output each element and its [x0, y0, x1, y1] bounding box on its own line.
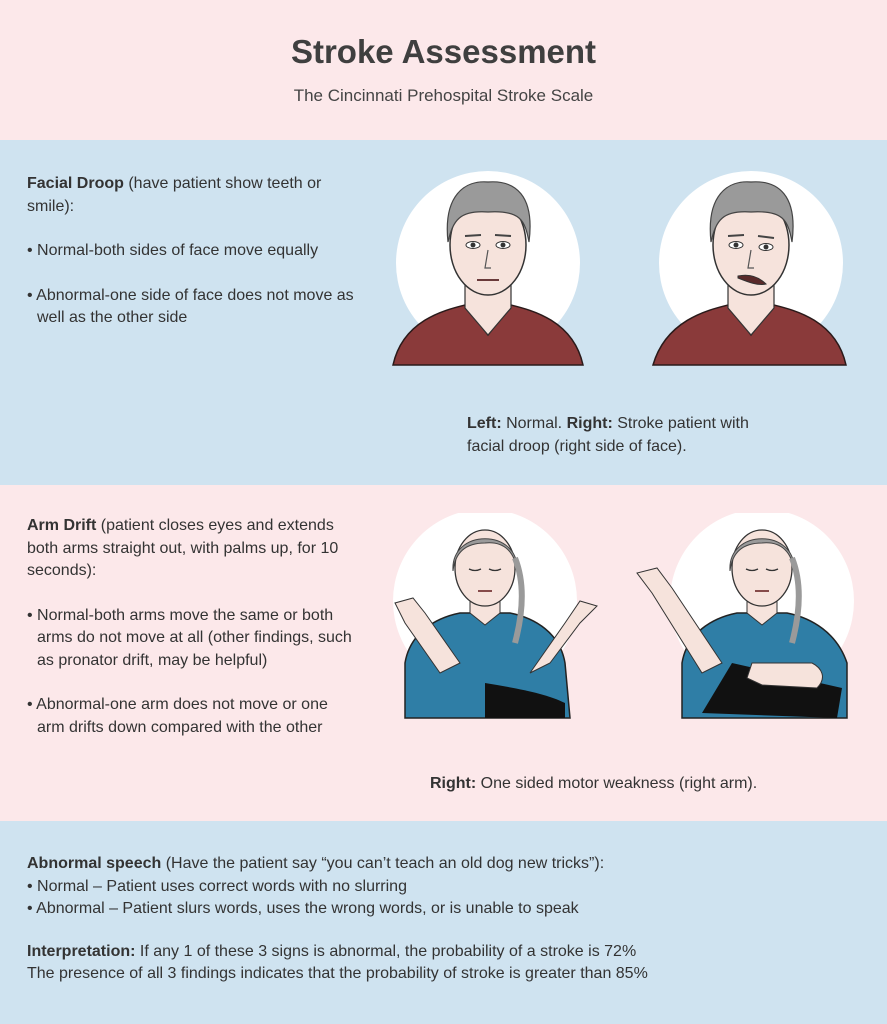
caption-right-text: Stroke patient with facial droop (right side of face). — [467, 415, 749, 455]
arm-bullet-normal: • Normal-both arms move the same or both arms do not move at all (other findings, such as pronator drift, may be helpful) — [27, 606, 352, 669]
facial-bullet-normal: • Normal-both sides of face move equally — [27, 242, 319, 259]
facial-droop-section — [0, 140, 887, 485]
arm-heading: Arm Drift — [27, 517, 97, 534]
facial-caption — [467, 413, 787, 458]
arm-caption — [430, 773, 850, 796]
speech-heading-rest: (Have the patient say “you can’t teach an old dog new tricks”): — [161, 855, 605, 872]
arm-drift-section — [0, 485, 887, 821]
speech-bullet-normal: • Normal – Patient uses correct words with no slurring — [27, 877, 407, 895]
page-subtitle: The Cincinnati Prehospital Stroke Scale — [293, 86, 594, 105]
arm-heading-rest: (patient closes eyes and extends both arms straight out, with palms up, for 10 seconds): — [27, 517, 339, 579]
speech-section — [0, 821, 887, 1024]
speech-text — [27, 853, 867, 986]
speech-bullet-abnormal: • Abnormal – Patient slurs words, uses the wrong words, or is unable to speak — [27, 900, 579, 917]
caption-right-label: Right: — [566, 415, 613, 432]
page-title: Stroke Assessment — [290, 33, 597, 70]
arm-caption-text: One sided motor weakness (right arm). — [476, 775, 758, 792]
facial-heading: Facial Droop — [27, 175, 124, 192]
normal-face-illustration — [385, 170, 590, 375]
speech-heading: Abnormal speech — [27, 855, 162, 872]
header-section — [0, 0, 887, 140]
facial-droop-text — [27, 173, 362, 330]
arm-caption-label: Right: — [430, 775, 477, 792]
facial-bullet-abnormal: • Abnormal-one side of face does not move as well as the other side — [27, 286, 354, 326]
droop-face-illustration — [648, 170, 853, 375]
interpretation-text: If any 1 of these 3 signs is abnormal, the probability of a stroke is 72% — [135, 942, 637, 960]
caption-left-label: Left: — [467, 415, 502, 432]
normal-arms-illustration — [365, 513, 615, 738]
arm-bullet-abnormal: • Abnormal-one arm does not move or one arm drifts down compared with the other — [27, 696, 328, 736]
facial-heading-rest: (have patient show teeth or smile): — [27, 175, 322, 215]
caption-left-text: Normal. — [501, 415, 567, 432]
interpretation-label: Interpretation: — [27, 942, 136, 960]
drift-arms-illustration — [622, 513, 862, 738]
arm-drift-text — [27, 515, 357, 739]
interpretation-text-2: The presence of all 3 findings indicates that the probability of stroke is greater than 85% — [27, 965, 648, 982]
